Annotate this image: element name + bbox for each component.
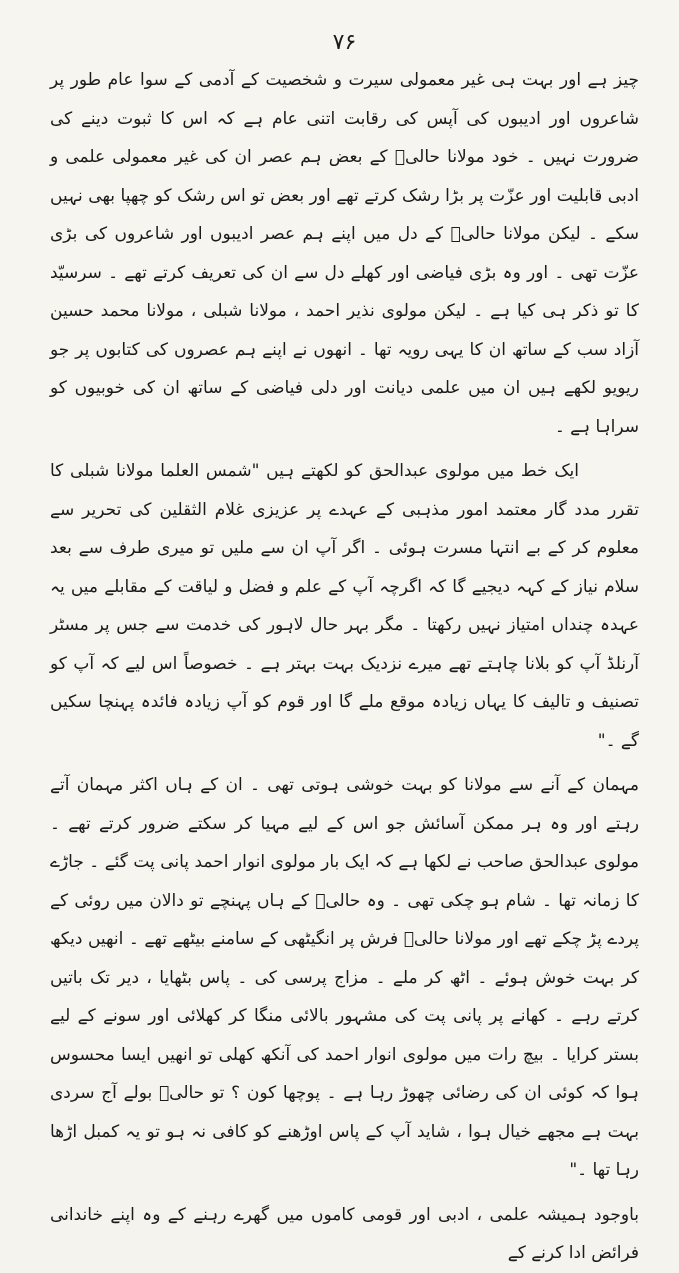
paragraph-4: باوجود ہمیشہ علمی ، ادبی اور قومی کاموں میں گھرے رہنے کے وہ اپنے خاندانی فرائض ادا کرنے کے xyxy=(50,1204,639,1263)
paragraph-2: ایک خط میں مولوی عبدالحق کو لکھتے ہیں "شمس العلما مولانا شبلی کا تقرر مدد گار معتمد امور مذہبی کے عہدے پر عزیزی غلام الثقلین کی تحریر سے معلوم کر کے بے انتہا مسرت ہوئی ۔ اگر آپ ان سے ملیں تو میری طرف سے بعد سلام نیاز کے کہہ دیجیے گا کہ اگرچہ آپ کے علم و فضل و لیاقت کے مقابلے میں یہ عہدہ چنداں امتیاز نہیں رکھتا ۔ مگر بہر حال لاہور کی خدمت سے جس پر مسٹر آرنلڈ آپ کو بلانا چاہتے تھے میرے نزدیک بہت بہتر ہے ۔ خصوصاً اس لیے کہ آپ کو تصنیف و تالیف کا یہاں زیادہ موقع ملے گا اور قوم کو آپ زیادہ فائدہ پہنچا سکیں گے ۔" xyxy=(50,461,639,751)
paragraph-3: مہمان کے آنے سے مولانا کو بہت خوشی ہوتی تھی ۔ ان کے ہاں اکثر مہمان آتے رہتے اور وہ ہر ممکن آسائش جو اس کے لیے مہیا کر سکتے ضرور کرتے تھے ۔ مولوی عبدالحق صاحب نے لکھا ہے کہ ایک بار مولوی انوار احمد پانی پت گئے ۔ جاڑے کا زمانہ تھا ۔ شام ہو چکی تھی ۔ وہ حالیؔ کے ہاں پہنچے تو دالان میں روئی کے پردے پڑ چکے تھے اور مولانا حالیؔ فرش پر انگیٹھی کے سامنے بیٹھے تھے ۔ انھیں دیکھ کر بہت خوش ہوئے ۔ اٹھ کر ملے ۔ مزاج پرسی کی ۔ پاس بٹھایا ، دیر تک باتیں کرتے رہے ۔ کھانے پر پانی پت کی مشہور بالائی منگا کر کھلائی اور سونے کے لیے بستر کرایا ۔ بیچ رات میں مولوی انوار احمد کی آنکھ کھلی تو انھیں ایسا محسوس ہوا کہ کوئی ان کی رضائی چھوڑ رہا ہے ۔ پوچھا کون ؟ تو حالیؔ بولے آج سردی بہت ہے مجھے خیال ہوا ، شاید آپ کے پاس اوڑھنے کو کافی نہ ہو تو یہ کمبل اڑھا رہا تھا ۔" xyxy=(50,775,639,1180)
paragraph-1: چیز ہے اور بہت ہی غیر معمولی سیرت و شخصیت کے آدمی کے سوا عام طور پر شاعروں اور ادیبوں کی آپس کی رقابت اتنی عام ہے کہ اس کا ثبوت دینے کی ضرورت نہیں ۔ خود مولانا حالیؔ کے بعض ہم عصر ان کی غیر معمولی علمی و ادبی قابلیت اور عزّت پر بڑا رشک کرتے تھے اور بعض تو اس رشک کو چھپا بھی نہیں سکے ۔ لیکن مولانا حالیؔ کے دل میں اپنے ہم عصر ادیبوں اور شاعروں کی بڑی عزّت تھی ۔ اور وہ بڑی فیاضی اور کھلے دل سے ان کی تعریف کرتے تھے ۔ سرسیّد کا تو ذکر ہی کیا ہے ۔ لیکن مولوی نذیر احمد ، مولانا شبلی ، مولانا محمد حسین آزاد سب کے ساتھ ان کا یہی رویہ تھا ۔ انھوں نے اپنے ہم عصروں کی کتابوں پر جو ریویو لکھے ہیں ان میں علمی دیانت اور دلی فیاضی کے ساتھ ان کی خوبیوں کو سراہا ہے ۔ xyxy=(50,70,639,437)
page-number: ۷۶ xyxy=(332,30,357,55)
